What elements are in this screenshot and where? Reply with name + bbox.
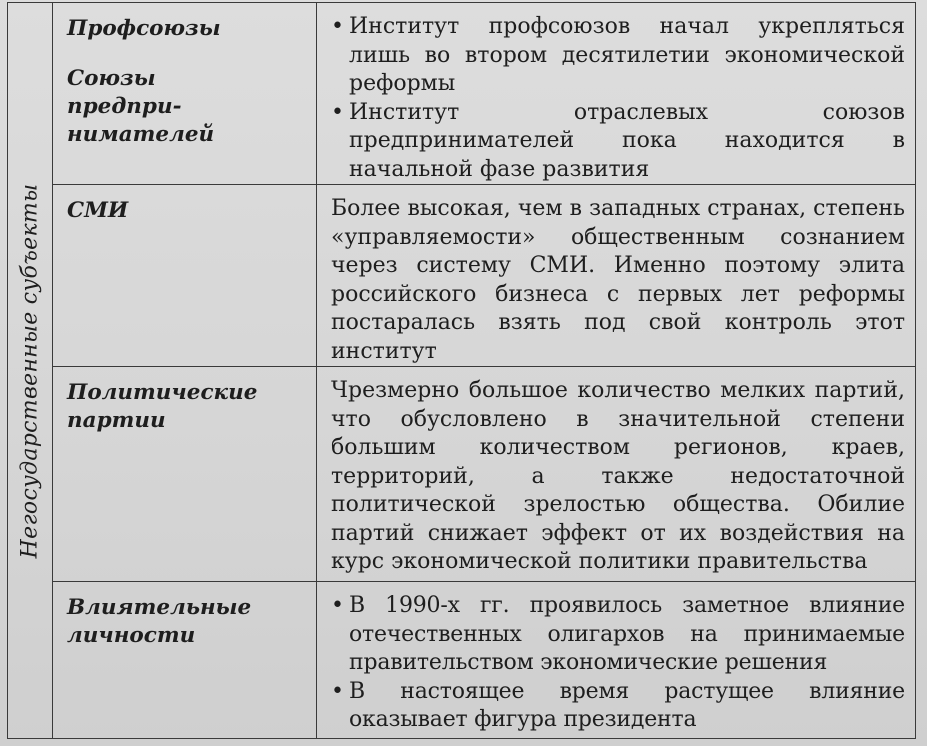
table-row-unions bbox=[8, 3, 916, 185]
side-label: Негосударственные субъекты bbox=[17, 183, 43, 558]
subject-name-unions: Профсоюзы bbox=[67, 16, 221, 41]
bullet-item: • В 1990-х гг. проявилось заметное влияние отечественных олигархов на принимаемые правительством экономические решения bbox=[331, 592, 905, 678]
bullet-item: • Институт профсоюзов начал укрепляться лишь во втором десятилетии экономической реформы bbox=[331, 13, 905, 99]
description-cell bbox=[317, 582, 916, 739]
subject-name-persons: Влиятельные личности bbox=[67, 595, 252, 648]
subject-cell bbox=[53, 582, 317, 739]
subjects-table bbox=[7, 2, 916, 739]
bullet-item: • Институт отраслевых союзов предпринимателей пока находится в начальной фазе развития bbox=[331, 99, 905, 185]
description-text: Чрезмерно большое количество мелких партий, что обусловлено в значительной степени большим количеством регионов, краев, территорий, а также недостаточной политической зрелостью общества. Обилие партий снижает эффект от их воздействия на курс экономической политики правительства bbox=[331, 378, 905, 574]
side-label-cell bbox=[8, 3, 53, 739]
subject-cell bbox=[53, 3, 317, 185]
table-row-persons bbox=[8, 582, 916, 739]
description-cell bbox=[317, 3, 916, 185]
table-row-media bbox=[8, 185, 916, 367]
subject-name-employers: Союзы предпри-нимателей bbox=[67, 66, 215, 147]
bullet-item: • В настоящее время растущее влияние оказывает фигура президента bbox=[331, 678, 905, 735]
subject-name-parties: Политические партии bbox=[67, 380, 258, 433]
subject-name-media: СМИ bbox=[67, 198, 129, 223]
description-cell bbox=[317, 367, 916, 582]
table-row-parties bbox=[8, 367, 916, 582]
subject-cell bbox=[53, 367, 317, 582]
subject-cell bbox=[53, 185, 317, 367]
description-cell bbox=[317, 185, 916, 367]
description-text: Более высокая, чем в западных странах, степень «управляемости» общественным сознанием через систему СМИ. Именно поэтому элита российского бизнеса с первых лет реформы постаралась взять под свой контроль этот институт bbox=[331, 196, 905, 364]
